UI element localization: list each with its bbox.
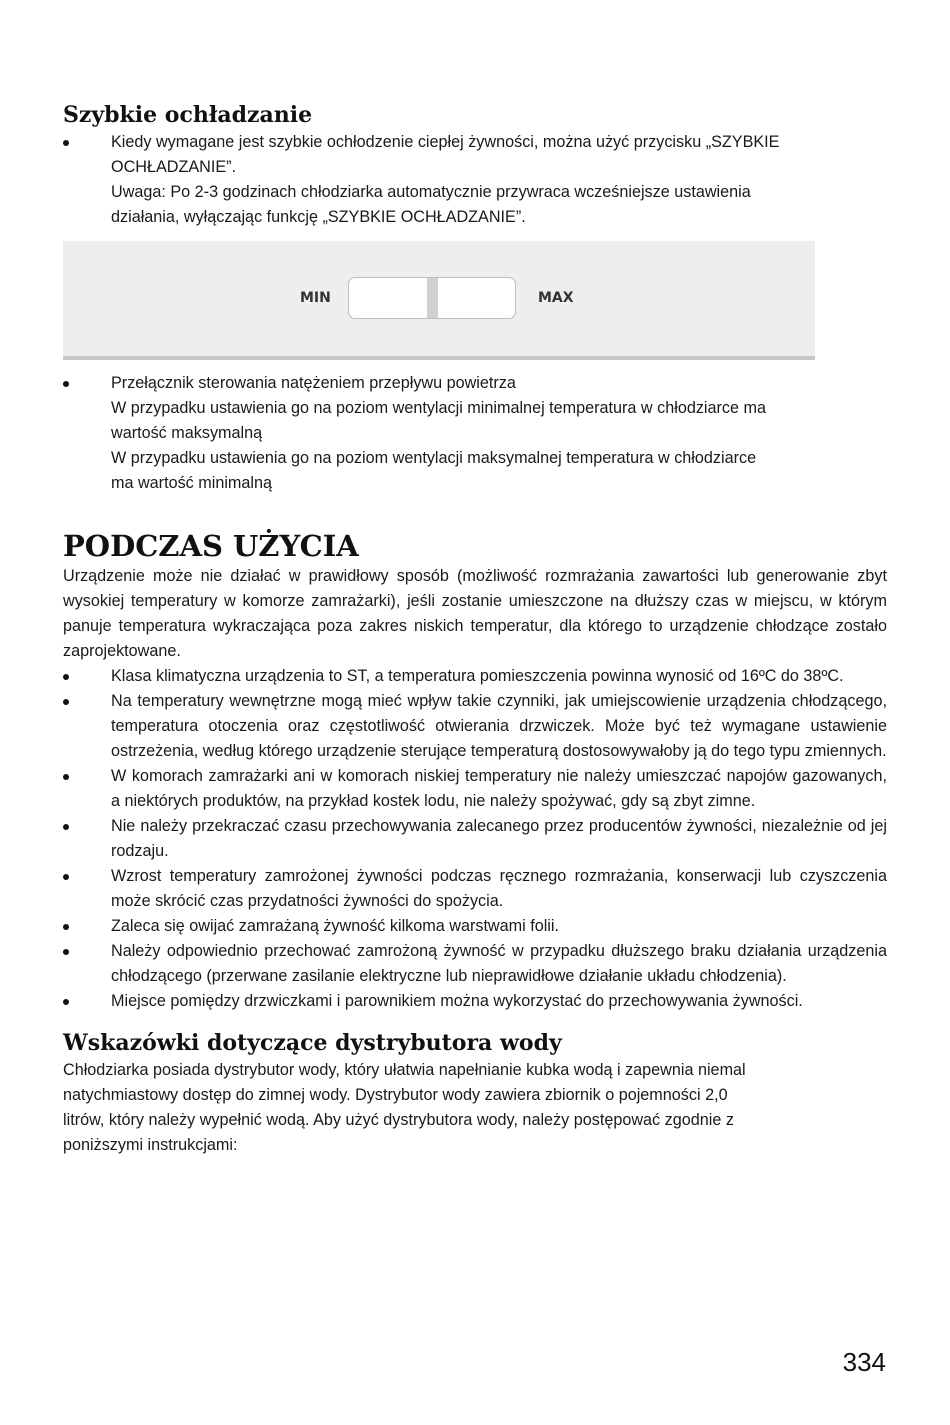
bullet-icon [63, 999, 69, 1005]
text-line: Kiedy wymagane jest szybkie ochłodzenie ciepłej żywności, można użyć przycisku „SZYBKIE [111, 133, 780, 151]
text-line: litrów, który należy wypełnić wodą. Aby użyć dystrybutora wody, należy postępować zgodnie z [63, 1111, 734, 1129]
bullet-icon [63, 699, 69, 705]
list-item [63, 371, 887, 496]
text-line: ma wartość minimalną [111, 474, 273, 492]
list-item-text: Miejsce pomiędzy drzwiczkami i parownikiem można wykorzystać do przechowywania żywności. [111, 992, 803, 1010]
water-dispenser-paragraph [63, 1058, 887, 1158]
list-item [63, 130, 887, 230]
text-line: W przypadku ustawienia go na poziom wentylacji maksymalnej temperatura w chłodziarce [111, 449, 757, 467]
intro-paragraph: Urządzenie może nie działać w prawidłowy sposób (możliwość rozmrażania zawartości lub generowanie zbyt wysokiej temperatury w komorze zamrażarki), jeśli zostanie umieszczone na dłuższy czas w miejscu, w którym panuje temperatura wykraczająca poza zakres niskich temperatur, dla którego to urządzenie chłodzące zostało zaprojektowane. [63, 567, 887, 660]
text-line: W przypadku ustawienia go na poziom wentylacji minimalnej temperatura w chłodziarce ma [111, 399, 766, 417]
list-item [63, 914, 887, 939]
bullet-icon [63, 674, 69, 680]
list-item [63, 764, 887, 814]
text-line: Chłodziarka posiada dystrybutor wody, który ułatwia napełnianie kubka wodą i zapewnia niemal [63, 1061, 746, 1079]
list-item-text: Zaleca się owijać zamrażaną żywność kilkoma warstwami folii. [111, 917, 559, 935]
list-item [63, 989, 887, 1014]
slider-handle[interactable] [427, 278, 438, 318]
page-content [63, 100, 887, 1158]
text-line: Przełącznik sterowania natężeniem przepływu powietrza [111, 374, 516, 392]
text-line: natychmiastowy dostęp do zimnej wody. Dystrybutor wody zawiera zbiornik o pojemności 2,0 [63, 1086, 728, 1104]
list-item-text: Klasa klimatyczna urządzenia to ST, a temperatura pomieszczenia powinna wynosić od 16ºC do 38ºC. [111, 667, 844, 685]
bullet-icon [63, 949, 69, 955]
list-item [63, 814, 887, 864]
section-title-water-dispenser: Wskazówki dotyczące dystrybutora wody [63, 1030, 562, 1056]
bullet-icon [63, 381, 69, 387]
bullet-icon [63, 824, 69, 830]
max-label: MAX [538, 290, 574, 306]
bullet-icon [63, 774, 69, 780]
list-item-text: W komorach zamrażarki ani w komorach niskiej temperatury nie należy umieszczać napojów gazowanych, a niektórych produktów, na przykład kostek lodu, nie należy spożywać, gdy są zbyt zimne. [111, 767, 887, 810]
text-line: wartość maksymalną [111, 424, 263, 442]
list-item-text: Na temperatury wewnętrzne mogą mieć wpływ takie czynniki, jak umiejscowienie urządzenia chłodzącego, temperatura otoczenia oraz częstotliwość otwierania drzwiczek. Może być też wymagane ustawienie ostrzeżenia, według którego urządzenie sterujące temperaturą dostosowywałoby ją do tego typu zmiennych. [111, 692, 887, 760]
text-line: OCHŁADZANIE”. [111, 158, 237, 176]
page-number: 334 [842, 1347, 886, 1377]
list-item [63, 689, 887, 764]
text-line: działania, wyłączając funkcję „SZYBKIE OCHŁADZANIE”. [111, 208, 526, 226]
list-item-text: Nie należy przekraczać czasu przechowywania zalecanego przez producentów żywności, niezależnie od jej rodzaju. [111, 817, 887, 860]
airflow-slider[interactable] [348, 277, 516, 319]
list-item [63, 664, 887, 689]
min-label: MIN [300, 290, 331, 306]
section-title-quick-cooling: Szybkie ochładzanie [63, 102, 313, 128]
bullet-icon [63, 140, 69, 146]
list-item-text: Wzrost temperatury zamrożonej żywności podczas ręcznego rozmrażania, konserwacji lub czyszczenia może skrócić czas przydatności żywności do spożycia. [111, 867, 887, 910]
list-item [63, 864, 887, 914]
section-title-during-use: PODCZAS UŻYCIA [63, 529, 359, 563]
airflow-list [63, 371, 887, 496]
airflow-control-panel [63, 241, 815, 360]
list-item-text: Należy odpowiednio przechować zamrożoną żywność w przypadku dłuższego braku działania urządzenia chłodzącego (przerwane zasilanie elektryczne lub nieprawidłowe działanie układu chłodzenia). [111, 942, 887, 985]
list-item [63, 939, 887, 989]
text-line: poniższymi instrukcjami: [63, 1136, 238, 1154]
quick-cooling-list [63, 130, 887, 230]
bullet-icon [63, 874, 69, 880]
bullet-icon [63, 924, 69, 930]
text-line: Uwaga: Po 2-3 godzinach chłodziarka automatycznie przywraca wcześniejsze ustawienia [111, 183, 751, 201]
usage-list [63, 664, 887, 1014]
